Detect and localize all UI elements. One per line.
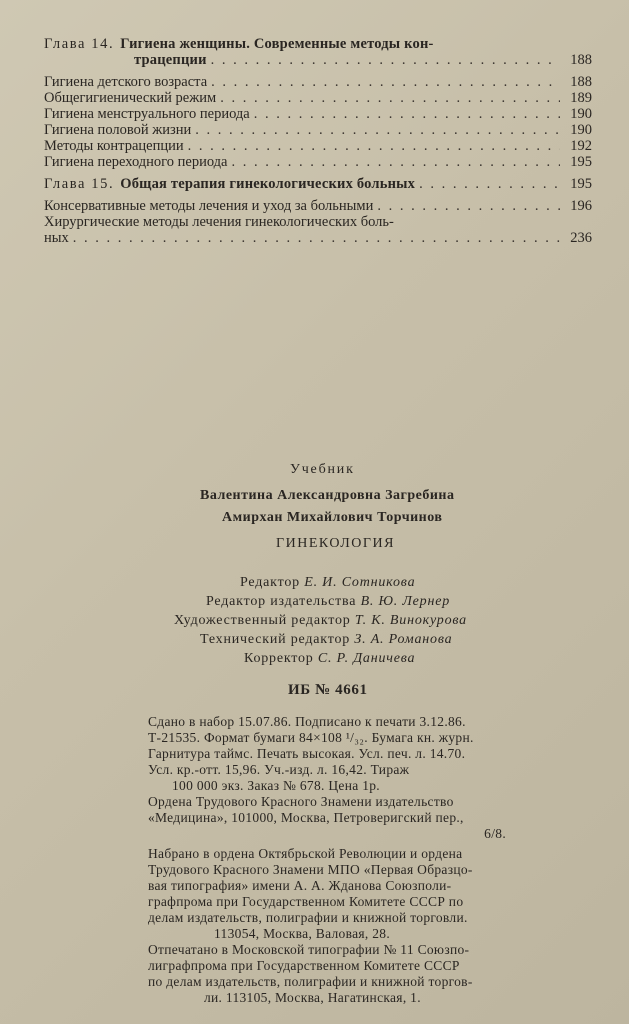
chapter-14-heading — [44, 36, 592, 52]
publisher-line: «Медицина», 101000, Москва, Петроверигский пер., — [148, 810, 464, 825]
leader-dots — [220, 90, 560, 106]
typeset-line: 113054, Москва, Валовая, 28. — [214, 926, 391, 941]
staff-role: Редактор издательства — [206, 594, 357, 609]
staff-name: Е. И. Сотникова — [304, 575, 416, 590]
staff-name: С. Р. Даничева — [317, 651, 416, 666]
print-data-line: 100 000 экз. Заказ № 678. Цена 1р. — [172, 778, 380, 793]
printed-line: ли. 113105, Москва, Нагатинская, 1. — [204, 990, 421, 1005]
chapter-14-label: Глава 14. — [44, 36, 115, 52]
staff-role: Редактор — [240, 575, 300, 590]
chapter-15-heading — [44, 176, 592, 192]
toc-item — [44, 74, 592, 90]
print-data-line: Гарнитура таймс. Печать высокая. Усл. печ. л. 14.70. — [148, 746, 466, 761]
toc-item-page: 196 — [570, 198, 592, 214]
author-1: Валентина Александровна Загребина — [200, 488, 455, 503]
staff-name: З. А. Романова — [354, 632, 453, 647]
toc-item — [44, 90, 592, 106]
toc-item-title: Гигиена менструального периода — [44, 106, 250, 122]
leader-dots — [377, 198, 560, 214]
toc-item-title: Консервативные методы лечения и уход за больными — [44, 198, 374, 214]
toc-item-title: Методы контрацепции — [44, 138, 184, 154]
chapter-14-title-cont — [44, 52, 592, 68]
toc-item — [44, 106, 592, 122]
toc-item-page: 192 — [570, 138, 592, 154]
typeset-line: Набрано в ордена Октябрьской Революции и ордена — [148, 846, 463, 861]
staff-editor — [240, 575, 415, 591]
printed-line: по делам издательств, полиграфии и книжной торгов- — [148, 974, 473, 989]
table-of-contents — [44, 36, 592, 246]
toc-item-title: Гигиена переходного периода — [44, 154, 228, 170]
toc-item-page: 195 — [570, 154, 592, 170]
staff-publishing-editor — [206, 594, 450, 610]
toc-item-title: Гигиена детского возраста — [44, 74, 208, 90]
chapter-15-page: 195 — [570, 176, 592, 192]
toc-item — [44, 198, 592, 214]
publisher-line: Ордена Трудового Красного Знамени издательство — [148, 794, 454, 809]
toc-item — [44, 122, 592, 138]
staff-role: Художественный редактор — [174, 613, 351, 628]
staff-proofreader — [244, 651, 415, 667]
staff-name: В. Ю. Лернер — [360, 594, 451, 609]
toc-item-page: 236 — [570, 230, 592, 246]
leader-dots — [73, 230, 560, 246]
leader-dots — [195, 122, 560, 138]
toc-item-page: 189 — [570, 90, 592, 106]
leader-dots — [188, 138, 560, 154]
toc-item-title: Общегигиенический режим — [44, 90, 217, 106]
leader-dots — [211, 52, 560, 68]
toc-item-page: 190 — [570, 122, 592, 138]
ib-number: ИБ № 4661 — [288, 682, 368, 698]
chapter-14-title-line2: трацепции — [134, 52, 207, 68]
toc-item-title: Гигиена половой жизни — [44, 122, 192, 138]
printed-line: лиграфпрома при Государственном Комитете СССР — [148, 958, 460, 973]
chapter-14-page: 188 — [570, 52, 592, 68]
toc-item-title-line1: Хирургические методы лечения гинекологических боль- — [44, 214, 394, 230]
toc-item-page: 190 — [570, 106, 592, 122]
staff-technical-editor — [200, 632, 452, 648]
toc-item — [44, 230, 592, 246]
printed-block — [148, 942, 558, 1006]
print-data-block — [148, 714, 558, 794]
staff-art-editor — [174, 613, 467, 629]
chapter-15-label: Глава 15. — [44, 176, 115, 192]
staff-role: Технический редактор — [200, 632, 351, 647]
typeset-line: делам издательств, полиграфии и книжной торговли. — [148, 910, 468, 925]
print-data-line: Усл. кр.-отт. 15,96. Уч.-изд. л. 16,42. Тираж — [148, 762, 410, 777]
leader-dots — [254, 106, 560, 122]
toc-item — [44, 154, 592, 170]
leader-dots — [211, 74, 560, 90]
leader-dots — [419, 176, 560, 192]
toc-item-title-line2: ных — [44, 230, 69, 246]
printed-line: Отпечатано в Московской типографии № 11 Союзпо- — [148, 942, 470, 957]
chapter-14-title-line1: Гигиена женщины. Современные методы кон- — [120, 36, 434, 52]
staff-name: Т. К. Винокурова — [354, 613, 467, 628]
leader-dots — [231, 154, 560, 170]
author-2: Амирхан Михайлович Торчинов — [222, 510, 443, 525]
book-title: ГИНЕКОЛОГИЯ — [276, 536, 395, 551]
publisher-line: 6/8. — [484, 826, 506, 841]
chapter-15-title: Общая терапия гинекологических больных — [120, 176, 416, 192]
staff-role: Корректор — [244, 651, 314, 666]
typeset-line: Трудового Красного Знамени МПО «Первая Образцо- — [148, 862, 473, 877]
toc-item-page: 188 — [570, 74, 592, 90]
typeset-line: вая типография» имени А. А. Жданова Союзполи- — [148, 878, 452, 893]
typeset-line: графпрома при Государственном Комитете СССР по — [148, 894, 464, 909]
print-data-line: Т-21535. Формат бумаги 84×108 ¹/₃₂. Бумага кн. журн. — [148, 730, 474, 745]
print-data-line: Сдано в набор 15.07.86. Подписано к печати 3.12.86. — [148, 714, 466, 729]
publisher-block — [148, 794, 558, 842]
book-kind: Учебник — [290, 462, 355, 477]
toc-item — [44, 138, 592, 154]
typeset-block — [148, 846, 558, 942]
